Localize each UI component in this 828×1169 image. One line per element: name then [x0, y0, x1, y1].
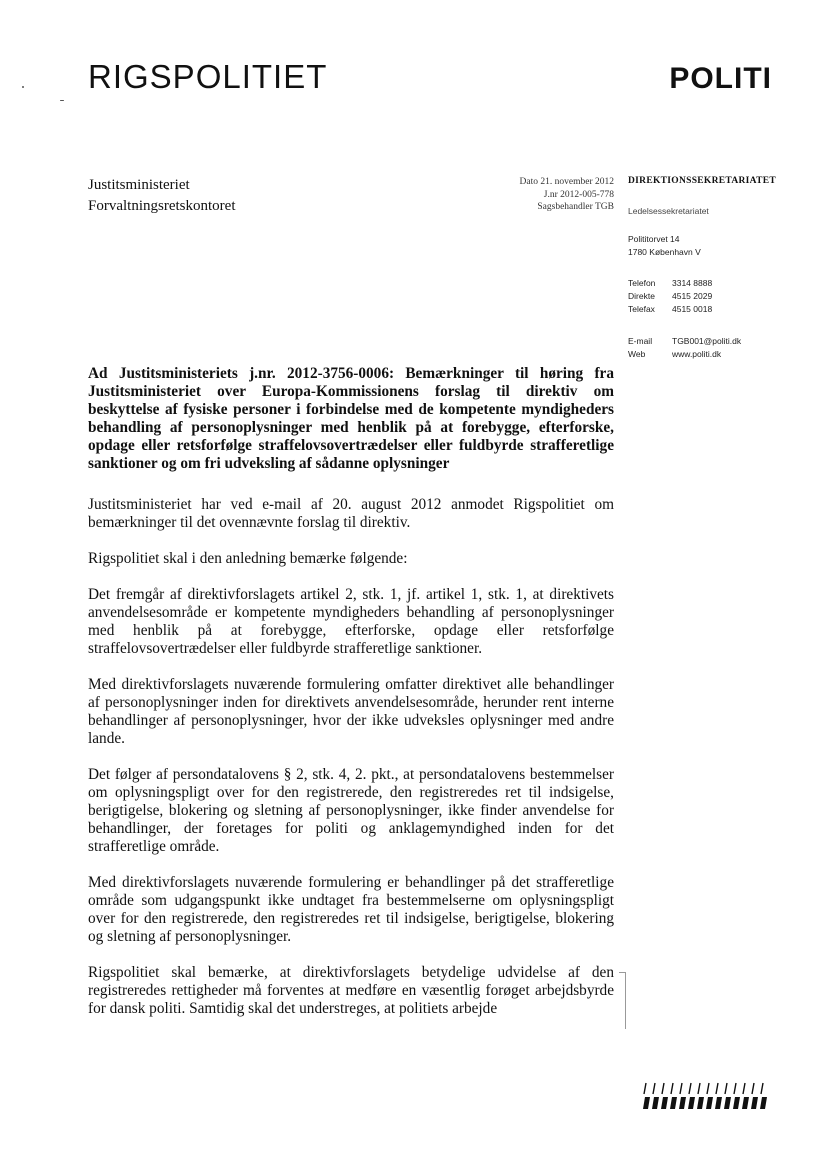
- scan-speck: [22, 86, 24, 88]
- web-row: [628, 348, 741, 361]
- email-row: [628, 335, 741, 348]
- sender-online: [628, 335, 741, 361]
- address-line: 1780 København V: [628, 247, 701, 257]
- rigspolitiet-wordmark: RIGSPOLITIET: [88, 58, 328, 95]
- case-handler: Sagsbehandler TGB: [537, 202, 614, 212]
- phone-label: Telefax: [628, 304, 655, 314]
- phone-row: [628, 277, 712, 290]
- phone-value: 4515 0018: [672, 304, 713, 314]
- address-line: Polititorvet 14: [628, 234, 680, 244]
- sender-address: [628, 233, 701, 259]
- journal-number: J.nr 2012-005-778: [543, 189, 614, 200]
- body-paragraph: Med direktivforslagets nuværende formulering omfatter direktivet alle behandlinger af personoplysninger inden for direktivets anvendelsesområde, herunder rent interne behandlinger af personoplysninger, hvor der ikke udveksles oplysninger med andre lande.: [88, 676, 614, 747]
- body-paragraph: Rigspolitiet skal bemærke, at direktivforslagets betydelige udvidelse af den registreredes rettigheder må forventes at medføre en væsentlig forøget arbejdsbyrde for dansk politi. Samtidig skal det understreges, at politiets arbejde: [88, 964, 614, 1017]
- politi-logo: POLITI: [669, 62, 772, 95]
- web-value: www.politi.dk: [672, 349, 722, 359]
- web-label: Web: [628, 349, 646, 359]
- letter-metadata: [470, 176, 614, 214]
- letter-body: [88, 496, 614, 1036]
- phone-row: [628, 290, 712, 303]
- margin-bracket: [619, 972, 626, 1029]
- body-paragraph: Det fremgår af direktivforslagets artikel 2, stk. 1, jf. artikel 1, stk. 1, at direktivets anvendelsesområde er kompetente myndigheders behandling af personoplysninger med henblik på at forebygge, efterforske, opdage eller retsforfølge straffelovsovertrædelser eller fuldbyrde strafferetlige sanktioner.: [88, 586, 614, 657]
- phone-row: [628, 303, 712, 316]
- letter-date: Dato 21. november 2012: [519, 177, 614, 187]
- body-paragraph: Med direktivforslagets nuværende formulering er behandlinger på det strafferetlige område som udgangspunkt ikke undtaget fra bestemmelserne om oplysningspligt over for den registrerede, den registreredes ret til indsigelse, berigtigelse, blokering og sletning af personoplysninger.: [88, 874, 614, 945]
- body-paragraph: Rigspolitiet skal i den anledning bemærke følgende:: [88, 550, 408, 567]
- email-value: TGB001@politi.dk: [672, 336, 742, 346]
- phone-label: Telefon: [628, 278, 656, 288]
- recipient-line: Forvaltningsretskontoret: [88, 198, 236, 214]
- phone-value: 3314 8888: [672, 278, 713, 288]
- sender-phones: [628, 277, 712, 316]
- scan-speck: [60, 100, 64, 101]
- phone-label: Direkte: [628, 291, 655, 301]
- sender-subdepartment: Ledelsessekretariatet: [628, 206, 709, 216]
- body-paragraph: Justitsministeriet har ved e-mail af 20. august 2012 anmodet Rigspolitiet om bemærkninger til det ovennævnte forslag til direktiv.: [88, 496, 614, 531]
- letter-subject: Ad Justitsministeriets j.nr. 2012-3756-0006: Bemærkninger til høring fra Justitsministeriet over Europa-Kommissionens forslag til direktiv om beskyttelse af fysiske personer i forbindelse med de kompetente myndigheders behandling af personoplysninger med henblik på at forebygge, efterforske, opdage eller retsforfølge straffelovsovertrædelser eller fuldbyrde strafferetlige sanktioner og om fri udveksling af sådanne oplysninger: [88, 365, 614, 472]
- phone-value: 4515 2029: [672, 291, 713, 301]
- recipient-line: Justitsministeriet: [88, 177, 190, 193]
- sender-department: DIREKTIONSSEKRETARIATET: [628, 176, 777, 186]
- body-paragraph: Det følger af persondatalovens § 2, stk. 4, 2. pkt., at persondatalovens bestemmelser om oplysningspligt over for den registrerede, den registreredes ret til indsigelse, berigtigelse, blokering og sletning af personoplysninger, ikke finder anvendelse for behandlinger, der foretages for politi og anklagemyndighed inden for det strafferetlige område.: [88, 766, 614, 855]
- recipient-address: [88, 175, 235, 217]
- email-label: E-mail: [628, 336, 653, 346]
- police-stripe-barcode-icon: [640, 1081, 770, 1111]
